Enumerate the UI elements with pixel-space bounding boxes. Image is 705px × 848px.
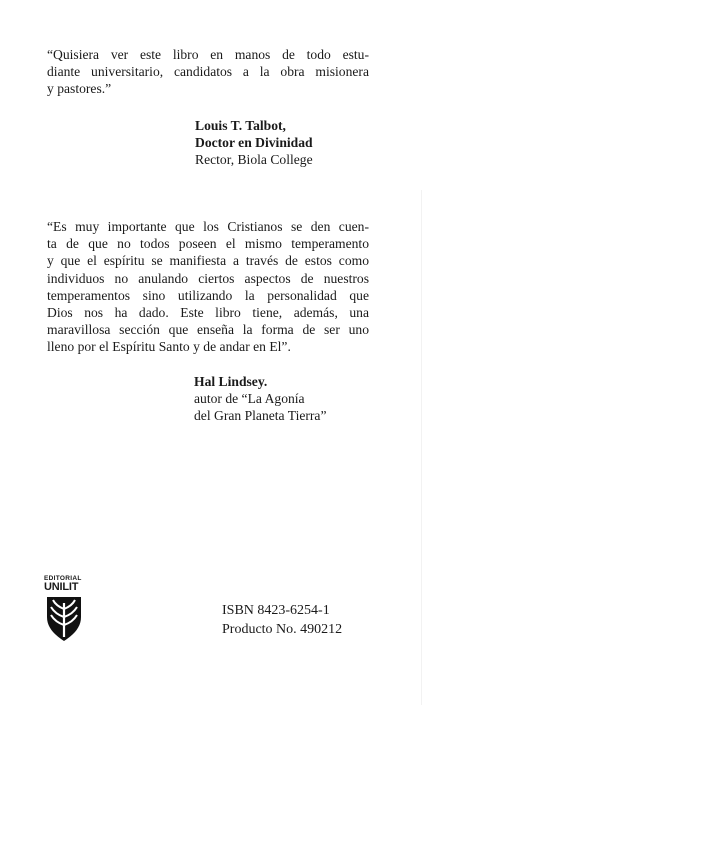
author-credit-line: autor de “La Agonía	[194, 391, 305, 406]
quote-line: ta de que no todos poseen el mismo temperamento	[47, 236, 369, 252]
quote-talbot	[47, 46, 369, 98]
wheat-shield-icon	[44, 595, 84, 643]
attribution-talbot	[195, 117, 313, 168]
isbn-block	[222, 601, 342, 639]
logo-editorial-text: EDITORIAL	[44, 575, 82, 582]
quote-line: lleno por el Espíritu Santo y de andar en El”.	[47, 339, 291, 355]
quote-line: maravillosa sección que enseña la forma de ser uno	[47, 322, 369, 338]
publisher-logo	[44, 575, 86, 649]
quote-lindsey	[47, 218, 369, 356]
quote-line: “Es muy importante que los Cristianos se den cuen-	[47, 219, 369, 234]
author-title: Doctor en Divinidad	[195, 135, 313, 150]
product-number: Producto No. 490212	[222, 622, 343, 637]
author-name: Hal Lindsey.	[194, 374, 268, 389]
author-role: Rector, Biola College	[195, 152, 313, 167]
quote-line: individuos no anulando ciertos aspectos de nuestros	[47, 270, 369, 286]
author-name: Louis T. Talbot,	[195, 118, 286, 133]
page-edge-divider	[421, 190, 422, 705]
logo-name-text: UNILIT	[44, 581, 79, 593]
isbn-number: ISBN 8423-6254-1	[222, 603, 330, 618]
quote-line: diante universitario, candidatos a la obra misionera	[47, 64, 369, 80]
quote-line: Dios nos ha dado. Este libro tiene, además, una	[47, 305, 369, 321]
quote-line: y que el espíritu se manifiesta a través de estos como	[47, 253, 369, 269]
quote-line: temperamentos sino utilizando la personalidad que	[47, 287, 369, 303]
attribution-lindsey	[194, 373, 327, 424]
quote-line: y pastores.”	[47, 81, 112, 97]
author-credit-line: del Gran Planeta Tierra”	[194, 408, 327, 423]
quote-line: “Quisiera ver este libro en manos de todo estu-	[47, 47, 369, 62]
